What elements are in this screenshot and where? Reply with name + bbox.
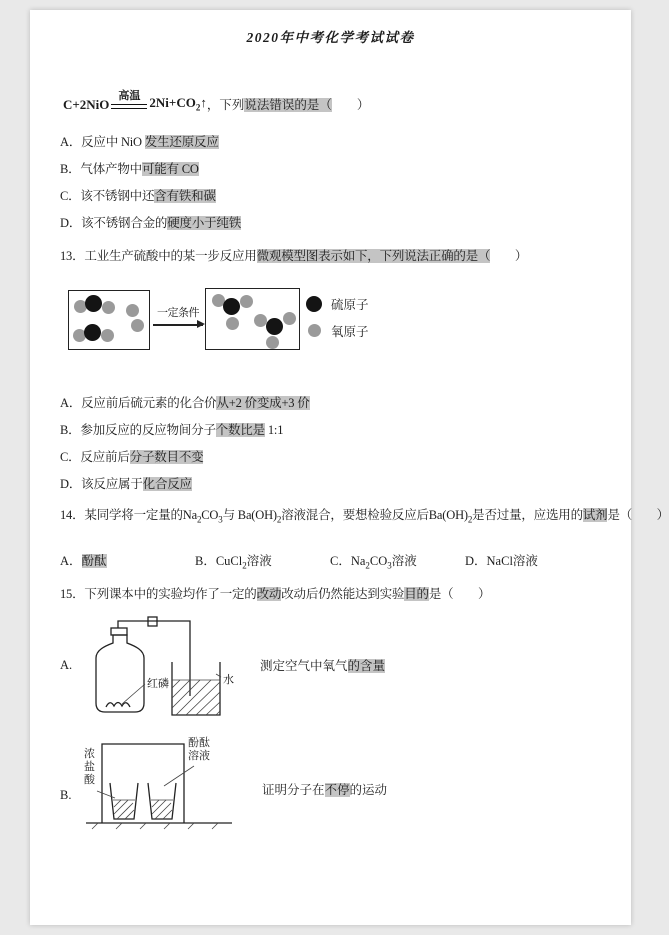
oxygen-atom xyxy=(240,295,253,308)
reaction-condition-arrow xyxy=(111,90,147,113)
molecular-model-diagram xyxy=(68,276,619,384)
water-hatching xyxy=(172,680,220,715)
oxygen-measurement-apparatus xyxy=(84,616,236,728)
experiment-b-caption: 证明分子在不停的运动 xyxy=(262,783,388,797)
experiment-b-label: B. xyxy=(60,788,72,802)
oxygen-atom xyxy=(226,317,239,330)
sulfur-atom-icon xyxy=(306,296,322,312)
q12-option-b: B．气体产物中可能有 CO xyxy=(60,162,199,176)
acid-label: 浓盐酸 xyxy=(84,748,95,786)
rubber-stopper xyxy=(111,628,127,635)
oxygen-atom xyxy=(283,312,296,325)
q14-options xyxy=(60,548,619,580)
experiment-a-apparatus xyxy=(84,616,236,732)
outer-container xyxy=(102,744,184,823)
sulfur-atom xyxy=(85,295,102,312)
acid-liquid-hatching xyxy=(113,800,135,819)
oxygen-atom xyxy=(266,336,279,349)
products-box xyxy=(205,288,300,350)
q12-options xyxy=(60,129,619,237)
q12-stem xyxy=(63,90,619,113)
exam-document-page xyxy=(30,10,669,925)
water-label: 水 xyxy=(223,674,234,686)
legend-sulfur-label: 硫原子 xyxy=(331,297,369,312)
sulfur-atom xyxy=(223,298,240,315)
experiment-a-label: A. xyxy=(60,658,73,672)
q12-option-c: C．该不锈钢中还含有铁和碳 xyxy=(60,189,216,203)
equation-reactants: C+2NiO xyxy=(63,97,110,112)
reactants-box xyxy=(68,290,150,350)
phenolphthalein-label: 酚酞溶液 xyxy=(188,737,210,762)
legend-oxygen-label: 氧原子 xyxy=(331,324,369,339)
experiment-b-apparatus xyxy=(84,736,234,832)
double-line-icon xyxy=(111,104,147,109)
sulfur-atom xyxy=(266,318,283,335)
q14-option-d: D．NaCl溶液 xyxy=(465,553,538,568)
legend-oxygen xyxy=(306,317,369,344)
flask xyxy=(96,635,144,712)
red-phosphorus-pile xyxy=(106,703,130,708)
legend-sulfur xyxy=(306,290,369,317)
acid-leader-line xyxy=(97,791,115,798)
oxygen-atom-icon xyxy=(308,324,321,337)
q13-option-b: B．参加反应的反应物间分子个数比是 1:1 xyxy=(60,423,284,437)
q15-stem: 15．下列课本中的实验均作了一定的改动改动后仍然能达到实验目的是（ ） xyxy=(60,587,491,601)
oxygen-atom xyxy=(126,304,139,317)
phosphorus-label: 红磷 xyxy=(147,678,169,690)
oxygen-atom xyxy=(102,301,115,314)
phosphorus-leader-line xyxy=(122,684,145,704)
ground-hatching xyxy=(92,823,218,829)
q13-stem: 13．工业生产硫酸中的某一步反应用微观模型图表示如下，下列说法正确的是（ ） xyxy=(60,249,528,263)
q15-experiment-a xyxy=(60,616,619,732)
q12-option-d: D．该不锈钢合金的硬度小于纯铁 xyxy=(60,216,242,230)
document-title: 2020年中考化学考试试卷 xyxy=(246,30,415,45)
phenolphthalein-leader-line xyxy=(164,766,194,786)
oxygen-atom xyxy=(101,329,114,342)
experiment-a-caption: 测定空气中氧气的含量 xyxy=(260,659,386,673)
q14-option-c: C．$Na_2CO_3$溶液 xyxy=(330,553,417,570)
q13-option-c: C．反应前后分子数目不变 xyxy=(60,450,204,464)
q14-option-b: B．CuCl$_2$溶液 xyxy=(195,553,272,570)
q15-experiment-b xyxy=(60,736,619,832)
equation-products: $2Ni+CO_2↑$ xyxy=(149,95,207,113)
q13-option-d: D．该反应属于化合反应 xyxy=(60,477,192,491)
phenolphthalein-liquid-hatching xyxy=(151,800,173,819)
atom-legend xyxy=(306,290,369,344)
condition-arrow-label: 一定条件 xyxy=(157,307,199,319)
q13-options xyxy=(60,390,619,498)
oxygen-atom xyxy=(131,319,144,332)
sulfur-atom xyxy=(84,324,101,341)
q13-option-a: A．反应前后硫元素的化合价从+2 价变成+3 价 xyxy=(60,396,310,410)
right-arrow-icon xyxy=(153,324,203,326)
condition-arrow xyxy=(152,304,204,326)
q14-stem: 14．某同学将一定量的$Na_2CO_3$与 $Ba(OH)_2$溶液混合，要想检验反应后$Ba(OH)_2$是否过量，应选用的试剂是（ ） xyxy=(60,508,669,525)
q12-stem-text: ，下列说法错误的是（ ） xyxy=(206,98,370,112)
q14-option-a: A．酚酞 xyxy=(60,553,107,568)
condition-label: 高温 xyxy=(118,90,141,102)
q12-option-a: A．反应中 NiO 发生还原反应 xyxy=(60,135,219,149)
document-content xyxy=(30,90,669,832)
